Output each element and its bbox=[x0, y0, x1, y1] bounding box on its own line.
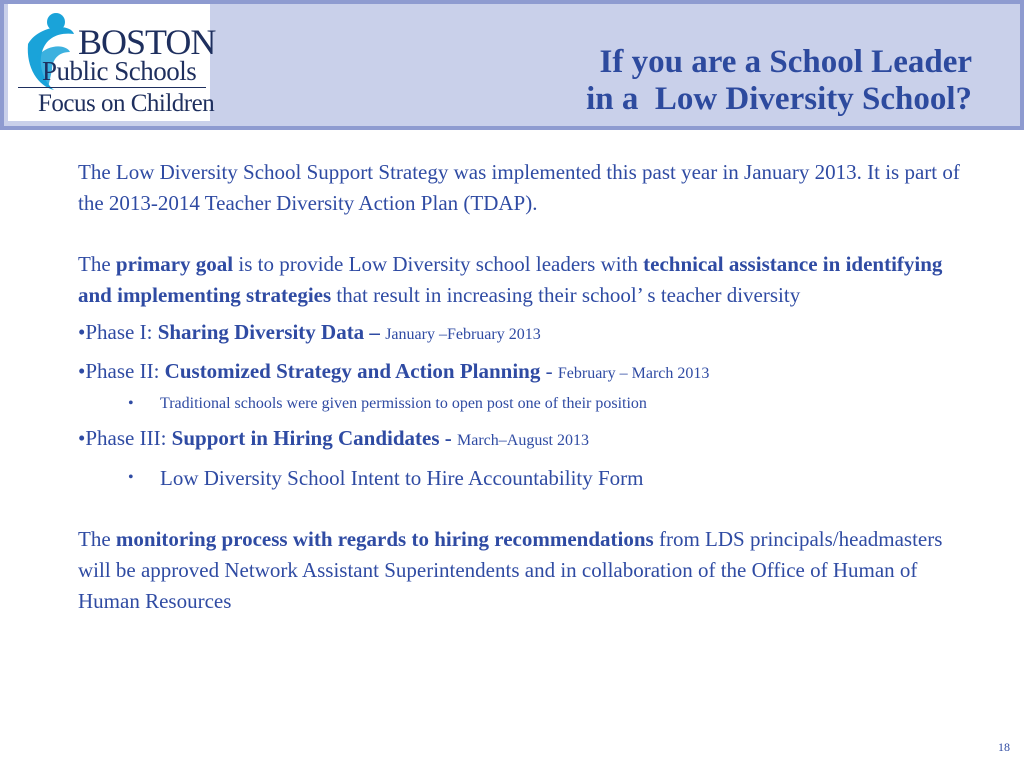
bullet-icon: • bbox=[128, 469, 134, 486]
slide-body bbox=[78, 157, 978, 617]
phase-3-item: •Phase III: Support in Hiring Candidates - March–August 2013 bbox=[78, 426, 589, 450]
monitoring-emphasis: monitoring process with regards to hiring recommendations bbox=[115, 527, 654, 551]
logo-text-boston: BOSTON bbox=[78, 22, 216, 62]
monitoring-paragraph: The monitoring process with regards to hiring recommendations from LDS principals/headmasters will be approved Network Assistant Superintendents and in collaboration of the Office of Human of Human Resources bbox=[78, 527, 943, 613]
phase-2-dates: February – March 2013 bbox=[557, 365, 710, 382]
boston-public-schools-logo bbox=[8, 4, 216, 121]
phase-1-item: •Phase I: Sharing Diversity Data – January –February 2013 bbox=[78, 320, 541, 344]
logo-divider bbox=[18, 87, 206, 88]
logo-text-focus: Focus on Children bbox=[38, 90, 215, 117]
slide-title bbox=[586, 44, 972, 118]
intro-paragraph: The Low Diversity School Support Strategy was implemented this past year in January 2013. It is part of the 2013-2014 Teacher Diversity Action Plan (TDAP). bbox=[78, 160, 960, 215]
page-number: 18 bbox=[998, 740, 1010, 754]
phase-1-dates: January –February 2013 bbox=[385, 326, 541, 343]
phase-3-name: Support in Hiring Candidates - bbox=[171, 426, 457, 450]
slide-title-line1: If you are a School Leader bbox=[599, 44, 972, 80]
phase-3-sub-bullet: • Low Diversity School Intent to Hire Accountability Form bbox=[78, 462, 978, 494]
goal-paragraph: The primary goal is to provide Low Diversity school leaders with technical assistance in identifying and implementing strategies that result in increasing their school’ s teacher diversity bbox=[78, 252, 943, 307]
phase-2-name: Customized Strategy and Action Planning bbox=[164, 359, 541, 383]
phase-3-dates: March–August 2013 bbox=[457, 432, 589, 449]
phase-2-sub-bullet: • Traditional schools were given permission to open post one of their position bbox=[78, 391, 978, 417]
phase-1-name: Sharing Diversity Data – bbox=[157, 320, 386, 344]
phase-2-item: •Phase II: Customized Strategy and Action Planning - February – March 2013 bbox=[78, 359, 710, 383]
bullet-icon: • bbox=[128, 395, 134, 412]
goal-emphasis: primary goal bbox=[115, 252, 234, 276]
assistance-emphasis: technical assistance in identifying and implementing strategies bbox=[78, 252, 943, 307]
slide-title-line2: in a Low Diversity School? bbox=[586, 81, 972, 117]
logo-text-public-schools: Public Schools bbox=[42, 56, 197, 86]
